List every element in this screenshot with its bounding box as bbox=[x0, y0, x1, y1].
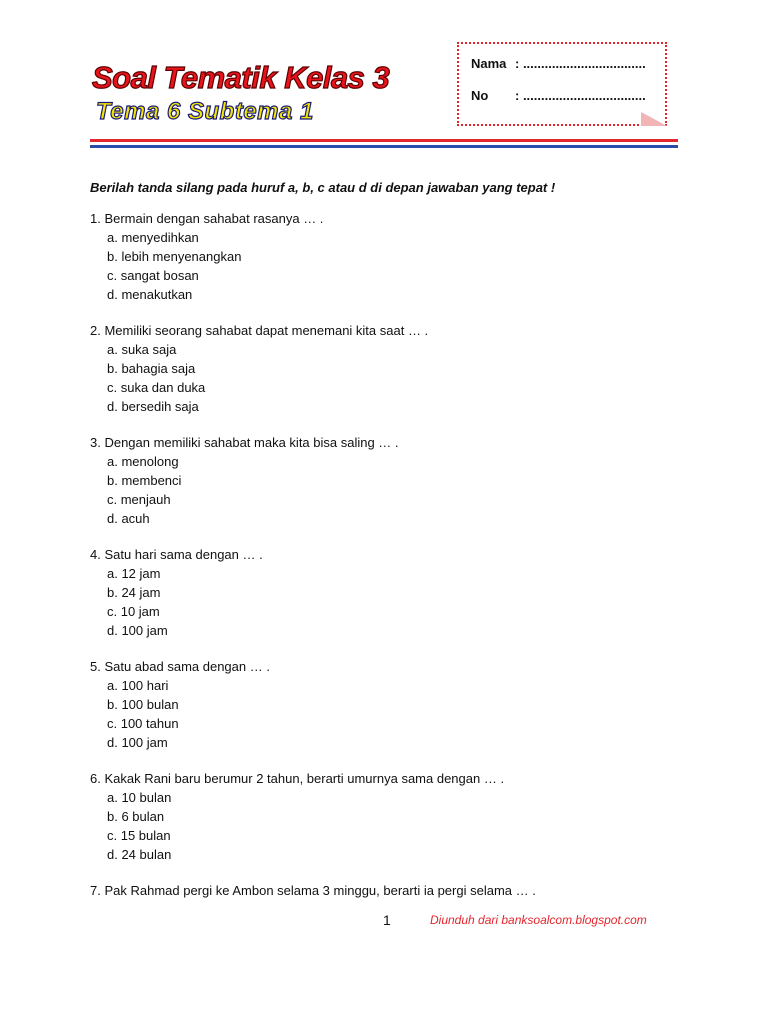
question-5 bbox=[90, 657, 690, 752]
question-2 bbox=[90, 321, 690, 416]
answer-option: c. 15 bulan bbox=[107, 828, 171, 843]
answer-option: a. 10 bulan bbox=[107, 790, 172, 805]
answer-option: c. 10 jam bbox=[107, 604, 160, 619]
answer-option: b. lebih menyenangkan bbox=[107, 249, 242, 264]
answer-option: b. 24 jam bbox=[107, 585, 161, 600]
answer-option: c. menjauh bbox=[107, 492, 171, 507]
answer-option: a. menolong bbox=[107, 454, 179, 469]
question-text: 5. Satu abad sama dengan … . bbox=[90, 659, 270, 674]
answer-option: c. 100 tahun bbox=[107, 716, 179, 731]
instruction-text: Berilah tanda silang pada huruf a, b, c atau d di depan jawaban yang tepat ! bbox=[90, 180, 556, 195]
name-row bbox=[471, 56, 646, 71]
number-blank: : .................................. bbox=[515, 88, 646, 103]
answer-option: b. 6 bulan bbox=[107, 809, 165, 824]
question-text: 2. Memiliki seorang sahabat dapat menemani kita saat … . bbox=[90, 323, 429, 338]
answer-option: a. 12 jam bbox=[107, 566, 161, 581]
question-list bbox=[90, 209, 690, 917]
answer-option: c. suka dan duka bbox=[107, 380, 206, 395]
answer-option: b. 100 bulan bbox=[107, 697, 179, 712]
question-text: 3. Dengan memiliki sahabat maka kita bisa saling … . bbox=[90, 435, 399, 450]
answer-option: d. 100 jam bbox=[107, 735, 168, 750]
answer-option: b. membenci bbox=[107, 473, 182, 488]
answer-option: c. sangat bosan bbox=[107, 268, 199, 283]
student-info-box bbox=[457, 42, 667, 126]
source-credit: Diunduh dari banksoalcom.blogspot.com bbox=[430, 913, 647, 927]
answer-option: a. menyedihkan bbox=[107, 230, 199, 245]
answer-options bbox=[90, 228, 690, 304]
answer-option: d. bersedih saja bbox=[107, 399, 199, 414]
question-text: 7. Pak Rahmad pergi ke Ambon selama 3 minggu, berarti ia pergi selama … . bbox=[90, 883, 536, 898]
page-fold-corner bbox=[641, 112, 667, 126]
question-4 bbox=[90, 545, 690, 640]
number-label: No bbox=[471, 88, 489, 103]
answer-options bbox=[90, 788, 690, 864]
header-rule-blue bbox=[90, 145, 678, 148]
worksheet-subtitle: Tema 6 Subtema 1 bbox=[96, 98, 314, 125]
answer-option: d. 100 jam bbox=[107, 623, 168, 638]
name-label: Nama bbox=[471, 56, 507, 71]
answer-option: d. menakutkan bbox=[107, 287, 193, 302]
answer-option: d. 24 bulan bbox=[107, 847, 172, 862]
name-blank: : .................................. bbox=[515, 56, 646, 71]
question-1 bbox=[90, 209, 690, 304]
number-row bbox=[471, 88, 646, 103]
answer-options bbox=[90, 676, 690, 752]
answer-options bbox=[90, 340, 690, 416]
worksheet-title: Soal Tematik Kelas 3 bbox=[92, 60, 390, 95]
question-6 bbox=[90, 769, 690, 864]
page-number: 1 bbox=[383, 912, 391, 928]
answer-option: d. acuh bbox=[107, 511, 150, 526]
answer-option: a. 100 hari bbox=[107, 678, 169, 693]
question-text: 1. Bermain dengan sahabat rasanya … . bbox=[90, 211, 324, 226]
question-7 bbox=[90, 881, 690, 900]
question-text: 6. Kakak Rani baru berumur 2 tahun, berarti umurnya sama dengan … . bbox=[90, 771, 505, 786]
answer-options bbox=[90, 452, 690, 528]
answer-options bbox=[90, 564, 690, 640]
question-text: 4. Satu hari sama dengan … . bbox=[90, 547, 263, 562]
answer-option: b. bahagia saja bbox=[107, 361, 196, 376]
question-3 bbox=[90, 433, 690, 528]
header-rule-red bbox=[90, 139, 678, 142]
answer-option: a. suka saja bbox=[107, 342, 177, 357]
